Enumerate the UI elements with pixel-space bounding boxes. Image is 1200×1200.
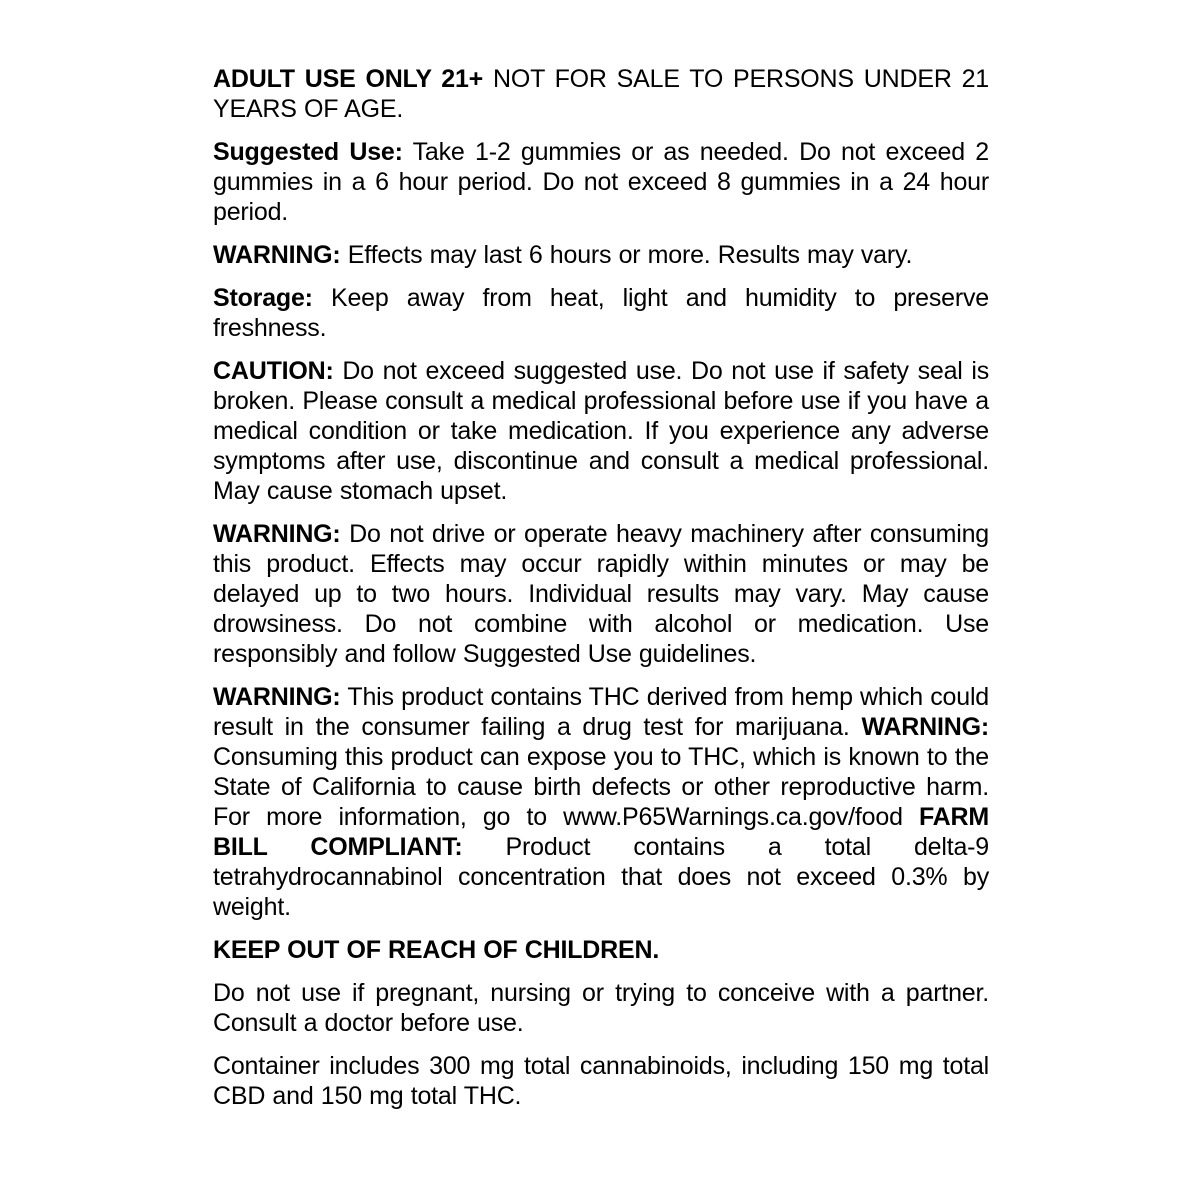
paragraph-warning-thc-p65-farm-bill-segment: WARNING: <box>861 713 989 741</box>
paragraph-storage <box>213 283 989 343</box>
paragraph-suggested-use-segment: Take 1-2 gummies or as needed. Do not exceed 2 gummies in a 6 hour period. Do not exceed 8 gummies in a 24 hour period. <box>213 138 989 226</box>
paragraph-storage-segment: Keep away from heat, light and humidity to preserve freshness. <box>213 284 989 342</box>
paragraph-suggested-use-segment: Suggested Use: <box>213 138 403 166</box>
paragraph-warning-drive-segment: WARNING: <box>213 520 341 548</box>
paragraph-caution-segment: CAUTION: <box>213 357 334 385</box>
paragraph-caution-segment: Do not exceed suggested use. Do not use if safety seal is broken. Please consult a medical professional before use if you have a medical condition or take medication. If you experience any adverse symptoms after use, discontinue and consult a medical professional. May cause stomach upset. <box>213 357 989 505</box>
paragraph-age-restriction <box>213 64 989 124</box>
paragraph-warning-thc-p65-farm-bill-segment: This product contains THC derived from hemp which could result in the consumer failing a drug test for marijuana. <box>213 683 989 741</box>
paragraph-warning-thc-p65-farm-bill-segment: FARM BILL COMPLIANT: <box>213 803 989 861</box>
paragraph-cannabinoid-content <box>213 1051 989 1111</box>
paragraph-keep-out-of-reach-segment: KEEP OUT OF REACH OF CHILDREN. <box>213 936 660 964</box>
paragraph-warning-effects-segment: Effects may last 6 hours or more. Results may vary. <box>340 241 913 269</box>
paragraph-keep-out-of-reach <box>213 935 989 965</box>
paragraph-storage-segment: Storage: <box>213 284 313 312</box>
paragraph-warning-thc-p65-farm-bill-segment: Consuming this product can expose you to THC, which is known to the State of California to cause birth defects or other reproductive harm. For more information, go to www.P65Warnings.ca.gov/food <box>213 743 989 831</box>
paragraph-age-restriction-segment: NOT FOR SALE TO PERSONS UNDER 21 YEARS OF AGE. <box>213 65 989 123</box>
paragraph-age-restriction-segment: ADULT USE ONLY 21+ <box>213 65 484 93</box>
paragraph-warning-effects-segment: WARNING: <box>213 241 341 269</box>
paragraph-pregnancy-warning-segment: Do not use if pregnant, nursing or trying to conceive with a partner. Consult a doctor before use. <box>213 979 989 1037</box>
paragraph-warning-effects <box>213 240 989 270</box>
paragraph-suggested-use <box>213 137 989 227</box>
paragraph-cannabinoid-content-segment: Container includes 300 mg total cannabinoids, including 150 mg total CBD and 150 mg total THC. <box>213 1052 989 1110</box>
paragraph-caution <box>213 356 989 506</box>
paragraph-warning-drive-segment: Do not drive or operate heavy machinery after consuming this product. Effects may occur rapidly within minutes or may be delayed up to two hours. Individual results may vary. May cause drowsiness. Do not combine with alcohol or medication. Use responsibly and follow Suggested Use guidelines. <box>213 520 989 668</box>
paragraph-warning-thc-p65-farm-bill-segment: WARNING: <box>213 683 341 711</box>
paragraph-warning-thc-p65-farm-bill-segment: Product contains a total delta-9 tetrahydrocannabinol concentration that does not exceed 0.3% by weight. <box>213 833 990 921</box>
warning-label-text-block <box>213 64 989 1111</box>
paragraph-pregnancy-warning <box>213 978 989 1038</box>
paragraph-warning-thc-p65-farm-bill <box>213 682 989 922</box>
paragraph-warning-drive <box>213 519 989 669</box>
